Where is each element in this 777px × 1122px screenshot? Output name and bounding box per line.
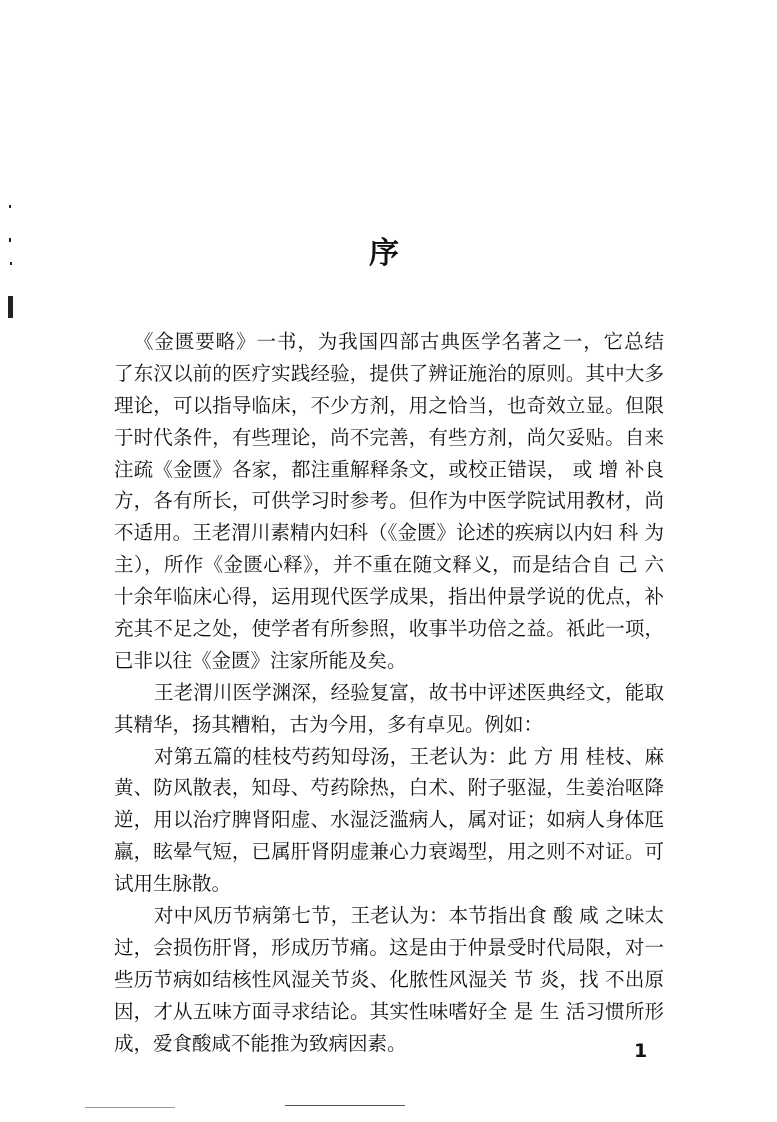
preface-body <box>114 326 664 1059</box>
text-line: 其精华，扬其糟粕，古为今用，多有卓见。例如： <box>114 712 544 736</box>
text-line: 王老渭川医学渊深，经验复富，故书中评述医典经文，能取 <box>154 680 664 704</box>
text-line: 因，才从五味方面寻求结论。其实性味嗜好全 是 生 活习惯所形 <box>114 999 664 1023</box>
text-line: 不适用。王老渭川素精内妇科（《金匮》论述的疾病以内妇 科 为 <box>114 521 664 545</box>
scan-edge-line <box>85 1107 175 1108</box>
text-line: 已非以往《金匮》注家所能及矣。 <box>114 648 407 672</box>
scan-speck <box>10 262 12 265</box>
scan-speck <box>9 205 11 208</box>
text-line: 羸，眩晕气短，已属肝肾阴虚兼心力衰竭型，用之则不对证。可 <box>114 840 664 864</box>
page-number: 1 <box>634 1040 648 1062</box>
text-line: 主），所作《金匮心释》，并不重在随文释义，而是结合自 己 六 <box>114 553 664 577</box>
text-line: 注疏《金匮》各家，都注重解释条文，或校正错误， 或 增 补良 <box>114 457 664 481</box>
text-line: 《金匮要略》一书，为我国四部古典医学名著之一，它总结 <box>134 330 664 353</box>
text-line: 方，各有所长，可供学习时参考。但作为中医学院试用教材，尚 <box>114 489 664 513</box>
text-line: 逆，用以治疗脾肾阳虚、水湿泛滥病人，属对证；如病人身体尫 <box>114 808 664 832</box>
binding-mark <box>8 296 13 318</box>
text-line: 些历节病如结核性风湿关节炎、化脓性风湿关 节 炎，找 不出原 <box>114 967 664 991</box>
text-line: 成，爱食酸咸不能推为致病因素。 <box>114 1031 407 1055</box>
text-line: 充其不足之处，使学者有所参照，收事半功倍之益。祇此一项， <box>114 617 664 641</box>
scan-speck <box>9 238 11 242</box>
text-line: 黄、防风散表，知母、芍药除热，白术、附子驱湿，生姜治呕降 <box>114 776 664 800</box>
text-line: 十余年临床心得，运用现代医学成果，指出仲景学说的优点，补 <box>114 585 664 609</box>
text-line: 对中风历节病第七节，王老认为：本节指出食 酸 咸 之味太 <box>154 904 664 928</box>
text-line: 于时代条件，有些理论，尚不完善，有些方剂，尚欠妥贴。自来 <box>114 425 664 449</box>
page-title: 序 <box>369 236 399 271</box>
text-line: 了东汉以前的医疗实践经验，提供了辨证施治的原则。其中大多 <box>114 361 664 385</box>
text-line: 过，会损伤肝肾，形成历节痛。这是由于仲景受时代局限，对一 <box>114 935 664 959</box>
text-line: 对第五篇的桂枝芍药知母汤，王老认为：此 方 用 桂枝、麻 <box>154 744 664 768</box>
text-line: 试用生脉散。 <box>114 872 232 896</box>
scan-edge-line <box>285 1105 405 1106</box>
text-line: 理论，可以指导临床，不少方剂，用之恰当，也奇效立显。但限 <box>114 393 664 417</box>
